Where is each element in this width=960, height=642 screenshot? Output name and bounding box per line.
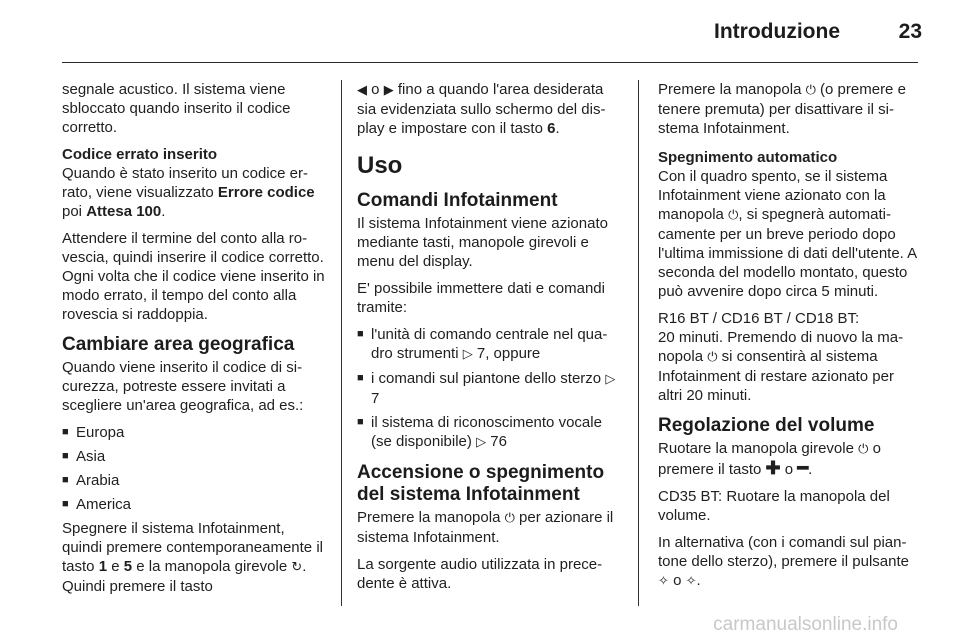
- paragraph: La sorgente audio utilizzata in precedente è attiva.: [357, 556, 603, 592]
- power-knob-icon: ⏻: [858, 442, 869, 457]
- model-list: R16 BT / CD16 BT / CD18 BT:: [658, 310, 860, 327]
- paragraph: Ruotare la manopola girevole ⏻ o premere il tasto ✚ o ━.: [658, 440, 881, 478]
- heading-volume: Regolazione del volume: [658, 415, 875, 436]
- list-item: ■ Arabia: [62, 471, 327, 490]
- watermark: carmanualsonline.info: [713, 614, 898, 635]
- power-knob-icon: ⏻: [805, 83, 816, 98]
- page-number: 23: [898, 20, 922, 43]
- paragraph: Il sistema Infotainment viene azionato mediante tasti, manopole girevoli e menu del display.: [357, 215, 608, 270]
- power-knob-icon: ⏻: [728, 208, 739, 223]
- input-methods-list: [357, 325, 622, 452]
- rotary-knob-icon: ↻: [291, 560, 303, 575]
- power-knob-icon: ⏻: [707, 350, 718, 365]
- paragraph: Spegnere il sistema Infotainment, quindi premere contemporaneamente il tasto 1 e 5 e la manopola girevole ↻. Quindi premere il tasto: [62, 520, 323, 595]
- paragraph: ◀ o ▶ fino a quando l'area desiderata sia evidenziata sullo schermo del display e impostare con il tasto 6.: [357, 81, 606, 137]
- heading-accensione: Accensione o spegnimento del sistema Infotainment: [357, 462, 605, 505]
- header-rule: [62, 62, 918, 63]
- arrow-left-icon: ◀: [357, 83, 367, 98]
- column-divider: [341, 80, 342, 606]
- list-item: ■ Asia: [62, 447, 327, 466]
- header-title: Introduzione: [714, 20, 840, 43]
- paragraph: Con il quadro spento, se il sistema Infotainment viene azionato con la manopola ⏻, si spegnerà automaticamente per un breve periodo dopo l'ultima immissione di dati dell'utente. A seconda del modello montato, questo può avvenire dopo circa 5 minuti.: [658, 168, 917, 300]
- paragraph: 20 minuti. Premendo di nuovo la manopola ⏻ si consentirà al sistema Infotainment di restare azionato per altri 20 minuti.: [658, 329, 904, 404]
- heading-cambiare-area: Cambiare area geografica: [62, 334, 295, 355]
- list-item: ■ l'unità di comando centrale nel quadro strumenti ▷ 7, oppure: [357, 325, 622, 364]
- display-text-attesa: Attesa 100: [86, 203, 162, 220]
- paragraph: Attendere il termine del conto alla rovescia, quindi inserire il codice corretto. Ogni volta che il codice viene inserito in modo errato, il tempo del conto alla rovescia si raddoppia.: [62, 230, 325, 323]
- display-text-errore-codice: Errore codice: [217, 184, 315, 201]
- list-item: ■ Europa: [62, 423, 327, 442]
- heading-comandi-infotainment: Comandi Infotainment: [357, 190, 558, 211]
- paragraph: Premere la manopola ⏻ per azionare il sistema Infotainment.: [357, 509, 614, 546]
- paragraph: E' possibile immettere dati e comandi tramite:: [357, 280, 605, 316]
- paragraph: In alternativa (con i comandi sul piantone dello sterzo), premere il pulsante ✧ o ✧.: [658, 534, 909, 589]
- page-ref-icon: ▷: [605, 372, 616, 387]
- list-item: ■ il sistema di riconoscimento vocale (se disponibile) ▷ 76: [357, 413, 622, 452]
- page-header: [0, 0, 960, 60]
- plus-icon: ✚: [765, 458, 781, 478]
- arrow-right-icon: ▶: [383, 83, 394, 98]
- column-1: [62, 80, 327, 604]
- list-item: ■ America: [62, 495, 327, 514]
- paragraph: Premere la manopola ⏻ (o premere e tenere premuta) per disattivare il sistema Infotainment.: [658, 81, 906, 137]
- volume-down-icon: ✧: [685, 574, 697, 589]
- area-list: [62, 423, 327, 514]
- paragraph: Quando è stato inserito un codice errato, viene visualizzato Errore codice poi Attesa 100.: [62, 165, 315, 220]
- paragraph: segnale acustico. Il sistema viene sbloccato quando inserito il codice corretto.: [62, 81, 291, 136]
- paragraph: CD35 BT: Ruotare la manopola del volume.: [658, 488, 890, 524]
- paragraph: Quando viene inserito il codice di sicurezza, potreste essere invitati a scegliere un'area geografica, ad es.:: [62, 359, 304, 414]
- page-ref-icon: ▷: [462, 347, 473, 362]
- column-3: [658, 80, 922, 599]
- subheading-spegnimento: Spegnimento automatico: [658, 149, 838, 166]
- volume-up-icon: ✧: [658, 574, 669, 589]
- subheading-codice-errato: Codice errato inserito: [62, 146, 218, 163]
- column-divider: [638, 80, 639, 606]
- page-ref-icon: ▷: [476, 435, 487, 450]
- column-2: [357, 80, 622, 601]
- minus-icon: ━: [797, 458, 809, 478]
- list-item: ■ i comandi sul piantone dello sterzo ▷ 7: [357, 369, 622, 408]
- power-knob-icon: ⏻: [504, 511, 515, 526]
- section-heading-uso: Uso: [357, 152, 403, 179]
